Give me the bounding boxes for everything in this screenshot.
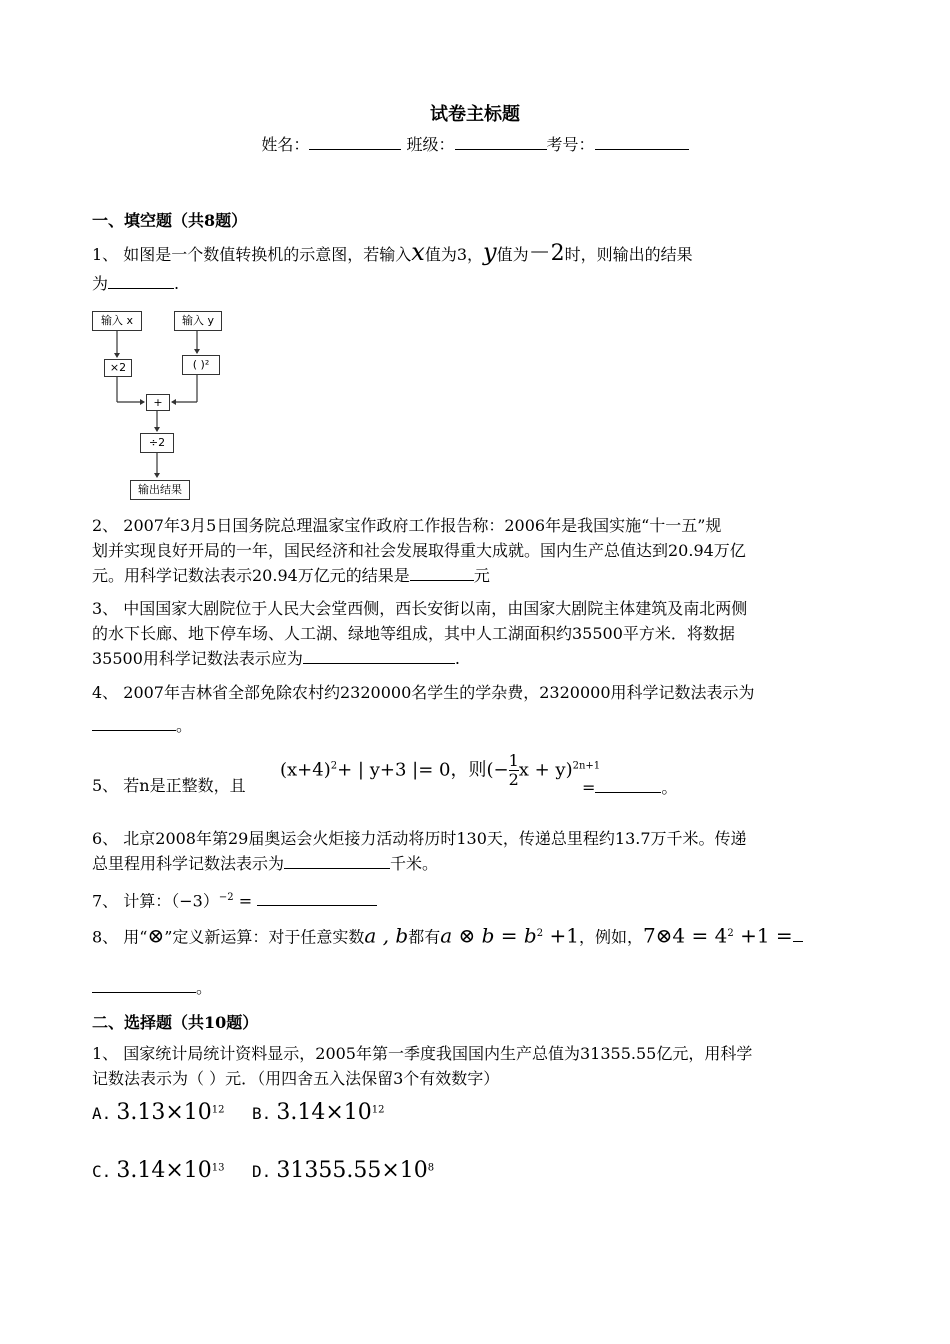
flow-input-y: 输入 y — [174, 311, 222, 331]
q5-num: 1 — [508, 751, 519, 770]
option-d[interactable] — [252, 1158, 434, 1183]
q8-eg: ，例如， — [578, 927, 643, 947]
class-label: 班级： — [406, 135, 455, 154]
q8-prefix: 8、 用“ — [92, 927, 148, 947]
q4-answer-blank[interactable] — [92, 716, 176, 731]
q1-suffix: 时，则输出的结果 — [564, 245, 693, 264]
q1-line2-label: 为 — [92, 274, 109, 293]
question-6-line-2 — [92, 852, 438, 876]
q8-example: 7⊗4 = 4 — [642, 923, 728, 948]
question-8-line-2 — [92, 976, 212, 1000]
q8-ex-end: +1 = — [733, 923, 793, 948]
q7-eq: = — [233, 891, 258, 911]
question-5-prefix: 5、 若n是正整数，且 — [92, 776, 246, 795]
question-3-line-3 — [92, 647, 460, 671]
num-blank[interactable] — [595, 135, 689, 150]
q8-answer-blank-start[interactable] — [793, 927, 803, 942]
option-a-exp: 12 — [211, 1104, 225, 1116]
option-b-value: 3.14×10 — [276, 1100, 372, 1125]
question-1-line-2 — [92, 272, 179, 296]
option-a-value: 3.13×10 — [116, 1100, 212, 1125]
q8-def-exp: 2 — [536, 928, 544, 939]
q5-expr1: (x+4) — [280, 759, 331, 781]
q5-exp2: 2n+1 — [572, 760, 601, 772]
q2-answer-blank[interactable] — [410, 566, 474, 581]
question-8 — [92, 922, 803, 949]
q1-mid2: 值为 — [496, 245, 529, 264]
q5-den: 2 — [508, 770, 519, 789]
q8-vars: a , b — [364, 923, 409, 948]
class-blank[interactable] — [455, 135, 547, 150]
option-a[interactable] — [92, 1100, 225, 1125]
name-label: 姓名： — [261, 135, 310, 154]
question-3-line-2: 的水下长廊、地下停车场、人工湖、绿地等组成，其中人工湖面积约35500平方米．将数据 — [92, 624, 735, 643]
q1-end: . — [174, 274, 180, 293]
q3-answer-blank[interactable] — [303, 649, 455, 664]
option-b[interactable] — [252, 1100, 385, 1125]
question-4-line-1: 4、 2007年吉林省全部免除农村约2320000名学生的学杂费，2320000用科学记数法表示为 — [92, 683, 755, 702]
option-b-exp: 12 — [371, 1104, 385, 1116]
flow-plus: + — [146, 394, 170, 411]
question-6-line-1: 6、 北京2008年第29届奥运会火炬接力活动将历时130天，传递总里程约13.7万千米。传递 — [92, 829, 747, 848]
q8-operator: ⊗ — [147, 923, 165, 948]
flow-square: ( )² — [182, 355, 220, 375]
q3-end: . — [454, 649, 460, 668]
q5-fraction — [509, 752, 519, 789]
q5-end: 。 — [661, 778, 678, 797]
option-c-value: 3.14×10 — [116, 1158, 212, 1183]
choice-1-line-1: 1、 国家统计局统计资料显示，2005年第一季度我国国内生产总值为31355.55亿元，用科学 — [92, 1044, 753, 1063]
q7-text: 7、 计算：（−3） — [92, 891, 219, 911]
section-heading-choice: 二、选择题（共10题） — [92, 1013, 259, 1032]
question-7 — [92, 886, 377, 913]
q1-value: －2 — [528, 241, 565, 266]
q1-var-x: x — [411, 238, 425, 266]
number-converter-diagram — [90, 305, 230, 505]
num-label: 考号： — [546, 135, 595, 154]
q2-unit: 元 — [473, 566, 490, 585]
q8-has: 都有 — [408, 927, 441, 947]
q8-mid: ”定义新运算：对于任意实数 — [164, 927, 365, 947]
q8-def-end: +1 — [543, 923, 579, 948]
section-heading-fill: 一、填空题（共8题） — [92, 211, 248, 230]
page-title: 试卷主标题 — [430, 104, 520, 125]
q8-ex-exp: 2 — [727, 928, 734, 939]
q8-answer-blank[interactable] — [92, 978, 196, 993]
q6-l2-text: 总里程用科学记数法表示为 — [92, 854, 285, 873]
question-1-line-1 — [92, 240, 693, 267]
flow-divide-2: ÷2 — [140, 433, 174, 453]
student-info-line — [0, 132, 950, 155]
question-2-line-2: 划并实现良好开局的一年，国民经济和社会发展取得重大成就。国内生产总值达到20.94万亿 — [92, 541, 746, 560]
q6-unit: 千米。 — [390, 854, 439, 873]
q3-l3-text: 35500用科学记数法表示应为 — [92, 649, 303, 668]
q5-expr3: x + y) — [518, 759, 573, 781]
q5-expr2: + | y+3 |= 0，则(− — [337, 759, 509, 781]
q8-definition: a ⊗ b = b — [440, 923, 537, 948]
question-3-line-1: 3、 中国国家大剧院位于人民大会堂西侧，西长安街以南，由国家大剧院主体建筑及南北两侧 — [92, 599, 748, 618]
option-c-exp: 13 — [211, 1162, 225, 1174]
option-b-label: B. — [252, 1104, 272, 1123]
q5-exp1: 2 — [330, 760, 338, 772]
choice-1-line-2: 记数法表示为（ ）元．（用四舍五入法保留3个有效数字） — [92, 1069, 500, 1088]
q5-expression — [280, 752, 600, 789]
q7-exp: −2 — [218, 892, 234, 903]
name-blank[interactable] — [309, 135, 401, 150]
q1-answer-blank[interactable] — [108, 274, 174, 289]
option-d-value: 31355.55×10 — [276, 1158, 428, 1183]
q4-end: 。 — [176, 716, 193, 735]
option-a-label: A. — [92, 1104, 112, 1123]
q7-answer-blank[interactable] — [257, 891, 377, 906]
q5-eq: = — [582, 778, 596, 797]
q2-l3-text: 元。用科学记数法表示20.94万亿元的结果是 — [92, 566, 410, 585]
q5-answer-blank[interactable] — [595, 778, 661, 793]
q1-mid1: 值为3， — [424, 245, 484, 264]
question-2-line-3 — [92, 564, 490, 588]
q1-var-y: y — [483, 238, 497, 266]
option-d-label: D. — [252, 1162, 272, 1181]
option-c[interactable] — [92, 1158, 225, 1183]
flow-input-x: 输入 x — [92, 311, 142, 331]
question-4-line-2 — [92, 714, 192, 738]
option-d-exp: 8 — [427, 1162, 435, 1174]
question-2-line-1: 2、 2007年3月5日国务院总理温家宝作政府工作报告称：2006年是我国实施“十一五”规 — [92, 516, 722, 535]
q8-end: 。 — [196, 978, 213, 997]
q1-prefix: 1、 如图是一个数值转换机的示意图，若输入 — [92, 245, 412, 264]
flow-times-2: ×2 — [104, 359, 132, 377]
q5-answer — [582, 776, 677, 800]
flow-output: 输出结果 — [130, 480, 190, 500]
option-c-label: C. — [92, 1162, 112, 1181]
q6-answer-blank[interactable] — [284, 854, 390, 869]
